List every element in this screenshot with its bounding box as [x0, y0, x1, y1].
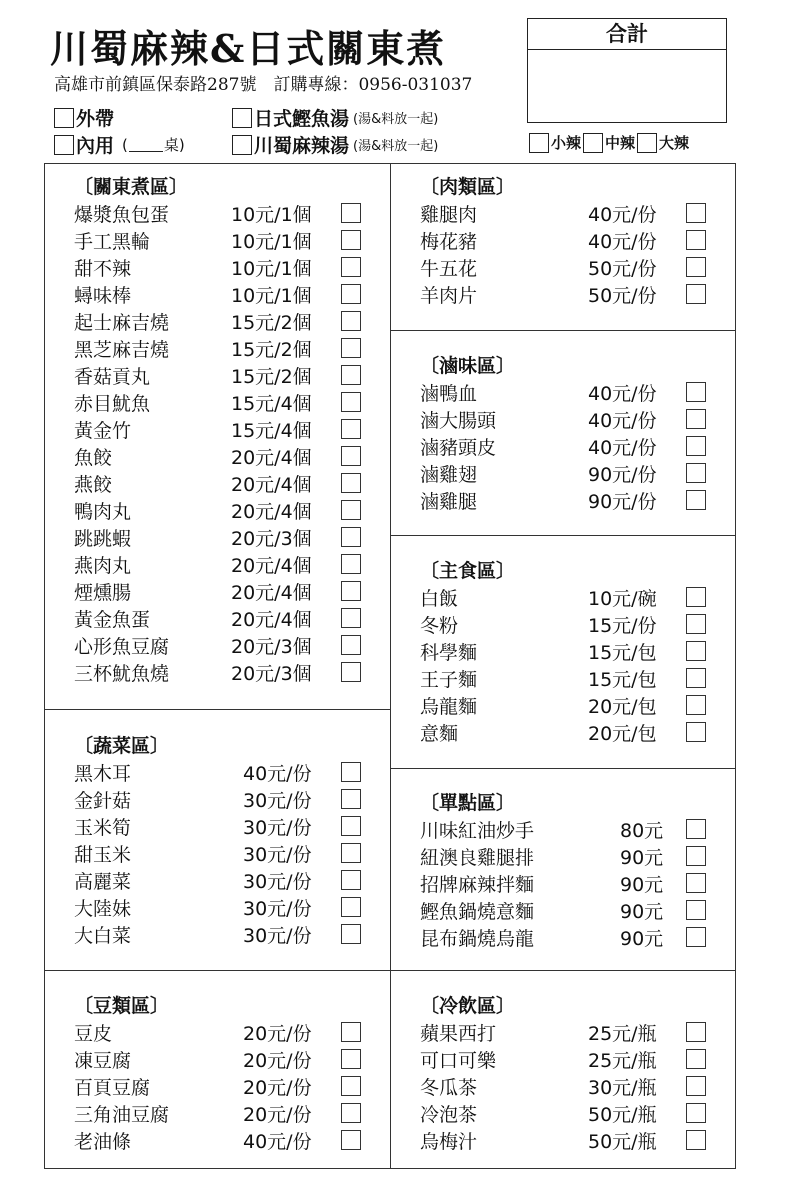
grid-divider-right-2 — [390, 535, 736, 536]
menu-item-name: 燕肉丸 — [74, 555, 132, 577]
grid-divider-right-1 — [390, 330, 736, 331]
menu-item-name: 冷泡茶 — [420, 1104, 478, 1126]
menu-item — [74, 921, 365, 948]
menu-item-checkbox[interactable] — [686, 614, 706, 634]
menu-item-name: 烏梅汁 — [420, 1131, 478, 1153]
menu-item-name: 滷鴨血 — [420, 383, 478, 405]
menu-item-price: 30元/瓶 — [588, 1077, 657, 1099]
section-vegetable — [74, 733, 365, 948]
menu-item-name: 紐澳良雞腿排 — [420, 847, 535, 869]
menu-item-checkbox[interactable] — [686, 587, 706, 607]
grid-divider-left-1 — [44, 709, 390, 710]
menu-item-checkbox[interactable] — [341, 870, 361, 890]
menu-item-price: 50元/瓶 — [588, 1131, 657, 1153]
menu-item-price: 10元/碗 — [588, 588, 657, 610]
menu-item-price: 50元/瓶 — [588, 1104, 657, 1126]
menu-item-price: 90元/份 — [588, 491, 657, 513]
menu-item — [420, 665, 710, 692]
menu-item-checkbox[interactable] — [341, 635, 361, 655]
menu-item — [74, 443, 365, 470]
menu-item-name: 甜玉米 — [74, 844, 132, 866]
menu-item — [74, 281, 365, 308]
section-title: 〔單點區〕 — [420, 792, 516, 814]
menu-item — [74, 335, 365, 362]
menu-item-price: 20元/3個 — [231, 528, 312, 550]
menu-item-name: 王子麵 — [420, 669, 478, 691]
menu-item — [420, 611, 710, 638]
menu-item-price: 40元/份 — [588, 383, 657, 405]
menu-item — [420, 406, 710, 433]
menu-item-checkbox[interactable] — [686, 873, 706, 893]
menu-item-price: 20元/份 — [243, 1077, 312, 1099]
spice-options — [529, 132, 691, 153]
menu-item — [420, 460, 710, 487]
menu-item — [74, 524, 365, 551]
menu-item-name: 金針菇 — [74, 790, 132, 812]
menu-item-name: 冬粉 — [420, 615, 459, 637]
menu-item-price: 40元/份 — [588, 437, 657, 459]
menu-item-checkbox[interactable] — [686, 927, 706, 947]
menu-item-checkbox[interactable] — [341, 419, 361, 439]
section-title: 〔主食區〕 — [420, 560, 516, 582]
soup-bonito-label: 日式鰹魚湯 — [254, 108, 350, 130]
menu-item-price: 20元/4個 — [231, 555, 312, 577]
menu-item-price: 50元/份 — [588, 285, 657, 307]
takeout-label: 外帶 — [76, 108, 115, 130]
menu-item-checkbox[interactable] — [686, 641, 706, 661]
menu-item — [420, 924, 710, 951]
menu-item — [74, 1127, 365, 1154]
menu-item-price: 25元/瓶 — [588, 1050, 657, 1072]
grid-divider-vertical — [390, 163, 391, 1169]
menu-item-checkbox[interactable] — [686, 1022, 706, 1042]
menu-item — [74, 605, 365, 632]
menu-item-name: 玉米筍 — [74, 817, 132, 839]
soup-bonito-note: (湯&料放一起) — [353, 112, 439, 127]
menu-item-price: 30元/份 — [243, 844, 312, 866]
section-title: 〔肉類區〕 — [420, 176, 516, 198]
menu-item-name: 老油條 — [74, 1131, 132, 1153]
menu-item-price: 15元/包 — [588, 642, 657, 664]
menu-item-checkbox[interactable] — [341, 1022, 361, 1042]
menu-item-checkbox[interactable] — [341, 581, 361, 601]
menu-item-checkbox[interactable] — [341, 473, 361, 493]
menu-item — [420, 1127, 710, 1154]
menu-item-checkbox[interactable] — [341, 662, 361, 682]
menu-item-name: 黃金魚蛋 — [74, 609, 151, 631]
menu-item-price: 15元/4個 — [231, 420, 312, 442]
spice-medium-label: 中辣 — [605, 134, 636, 152]
menu-item-checkbox[interactable] — [686, 436, 706, 456]
menu-item-checkbox[interactable] — [686, 409, 706, 429]
menu-item-price: 40元/份 — [243, 763, 312, 785]
table-number-field[interactable] — [129, 137, 163, 152]
soup-spicy-label: 川蜀麻辣湯 — [254, 135, 350, 157]
menu-item — [74, 578, 365, 605]
menu-item-checkbox[interactable] — [341, 897, 361, 917]
section-staple — [420, 558, 710, 746]
menu-item-price: 15元/2個 — [231, 339, 312, 361]
menu-item-checkbox[interactable] — [341, 338, 361, 358]
menu-item-checkbox[interactable] — [341, 284, 361, 304]
menu-item-checkbox[interactable] — [686, 490, 706, 510]
menu-item-price: 30元/份 — [243, 871, 312, 893]
menu-item — [74, 497, 365, 524]
menu-item-name: 雞腿肉 — [420, 204, 478, 226]
menu-item-checkbox[interactable] — [341, 527, 361, 547]
menu-item — [420, 719, 710, 746]
menu-item-checkbox[interactable] — [686, 1103, 706, 1123]
menu-item-price: 20元/份 — [243, 1104, 312, 1126]
menu-item-price: 40元/份 — [588, 204, 657, 226]
menu-item-checkbox[interactable] — [341, 230, 361, 250]
menu-item — [420, 638, 710, 665]
menu-item-price: 90元 — [620, 874, 664, 896]
menu-item-name: 烏龍麵 — [420, 696, 478, 718]
section-title: 〔豆類區〕 — [74, 995, 170, 1017]
soup-bonito-checkbox[interactable] — [232, 108, 252, 128]
dine-in-label: 內用 — [76, 135, 115, 157]
menu-item-name: 香菇貢丸 — [74, 366, 151, 388]
menu-item-price: 15元/包 — [588, 669, 657, 691]
grid-divider-right-4 — [390, 970, 736, 971]
menu-item-name: 手工黑輪 — [74, 231, 151, 253]
menu-item-name: 甜不辣 — [74, 258, 132, 280]
menu-item-name: 意麵 — [420, 723, 459, 745]
total-field[interactable] — [528, 50, 726, 122]
menu-item — [74, 362, 365, 389]
menu-item-name: 川味紅油炒手 — [420, 820, 535, 842]
menu-item-price: 40元/份 — [588, 231, 657, 253]
menu-item-price: 20元/份 — [243, 1023, 312, 1045]
menu-item — [74, 200, 365, 227]
menu-item-name: 大白菜 — [74, 925, 132, 947]
menu-item-checkbox[interactable] — [341, 554, 361, 574]
menu-item-checkbox[interactable] — [341, 392, 361, 412]
menu-item-checkbox[interactable] — [341, 762, 361, 782]
menu-item — [74, 632, 365, 659]
menu-item-checkbox[interactable] — [341, 203, 361, 223]
menu-item — [74, 551, 365, 578]
menu-item-price: 90元 — [620, 847, 664, 869]
menu-item-price: 10元/1個 — [231, 231, 312, 253]
menu-item-price: 20元/包 — [588, 696, 657, 718]
menu-item-name: 冬瓜茶 — [420, 1077, 478, 1099]
menu-item-price: 30元/份 — [243, 925, 312, 947]
menu-item — [420, 379, 710, 406]
section-bean — [74, 993, 365, 1154]
menu-item — [420, 200, 710, 227]
section-oden — [74, 174, 365, 686]
dine-in-checkbox[interactable] — [54, 135, 74, 155]
section-meat — [420, 174, 710, 308]
menu-item-price: 20元/4個 — [231, 501, 312, 523]
menu-item-name: 招牌麻辣拌麵 — [420, 874, 535, 896]
menu-item — [74, 1019, 365, 1046]
menu-item-price: 10元/1個 — [231, 258, 312, 280]
menu-item-name: 黃金竹 — [74, 420, 132, 442]
soup-spicy-note: (湯&料放一起) — [353, 139, 439, 154]
menu-item-price: 20元/4個 — [231, 447, 312, 469]
takeout-checkbox[interactable] — [54, 108, 74, 128]
menu-item-name: 煙燻腸 — [74, 582, 132, 604]
menu-item-name: 蘋果西打 — [420, 1023, 497, 1045]
menu-item — [420, 584, 710, 611]
menu-item-checkbox[interactable] — [686, 230, 706, 250]
menu-item-checkbox[interactable] — [341, 500, 361, 520]
menu-item-checkbox[interactable] — [341, 446, 361, 466]
spice-mild-checkbox[interactable] — [529, 133, 549, 153]
menu-item-price: 90元/份 — [588, 464, 657, 486]
menu-item-checkbox[interactable] — [686, 846, 706, 866]
menu-item — [74, 254, 365, 281]
menu-item — [420, 1019, 710, 1046]
menu-item-checkbox[interactable] — [341, 257, 361, 277]
menu-item-price: 30元/份 — [243, 898, 312, 920]
menu-item-name: 起士麻吉燒 — [74, 312, 170, 334]
menu-item — [420, 692, 710, 719]
menu-item — [420, 1073, 710, 1100]
menu-item-name: 科學麵 — [420, 642, 478, 664]
menu-item-checkbox[interactable] — [686, 819, 706, 839]
menu-item — [74, 840, 365, 867]
menu-item — [420, 254, 710, 281]
menu-item-checkbox[interactable] — [341, 924, 361, 944]
menu-item-name: 牛五花 — [420, 258, 478, 280]
menu-item — [420, 897, 710, 924]
menu-item-checkbox[interactable] — [341, 789, 361, 809]
total-label: 合計 — [528, 19, 726, 50]
menu-item-checkbox[interactable] — [686, 1049, 706, 1069]
menu-item — [74, 867, 365, 894]
menu-item-name: 三杯魷魚燒 — [74, 663, 170, 685]
menu-item-name: 滷雞翅 — [420, 464, 478, 486]
menu-item-name: 白飯 — [420, 588, 459, 610]
menu-item — [420, 870, 710, 897]
menu-item — [74, 659, 365, 686]
menu-item-name: 高麗菜 — [74, 871, 132, 893]
option-soup-bonito[interactable] — [232, 104, 438, 131]
menu-item-name: 昆布鍋燒烏龍 — [420, 928, 535, 950]
menu-item-price: 10元/1個 — [231, 285, 312, 307]
menu-item-name: 滷大腸頭 — [420, 410, 497, 432]
menu-item-price: 20元/4個 — [231, 474, 312, 496]
menu-item-price: 10元/1個 — [231, 204, 312, 226]
menu-item-name: 燕餃 — [74, 474, 113, 496]
menu-item-price: 40元/份 — [243, 1131, 312, 1153]
menu-item — [74, 894, 365, 921]
menu-item-name: 魚餃 — [74, 447, 113, 469]
menu-item — [74, 786, 365, 813]
menu-item — [420, 843, 710, 870]
menu-item-checkbox[interactable] — [686, 284, 706, 304]
menu-item-price: 90元 — [620, 901, 664, 923]
menu-item-checkbox[interactable] — [686, 668, 706, 688]
spice-mild-label: 小辣 — [551, 134, 582, 152]
menu-item-price: 40元/份 — [588, 410, 657, 432]
menu-item — [420, 816, 710, 843]
section-single — [420, 790, 710, 951]
menu-item-checkbox[interactable] — [686, 1076, 706, 1096]
menu-item-price: 20元/4個 — [231, 609, 312, 631]
section-title: 〔冷飲區〕 — [420, 995, 516, 1017]
menu-item-checkbox[interactable] — [341, 1049, 361, 1069]
section-braised — [420, 353, 710, 514]
menu-item-checkbox[interactable] — [341, 1103, 361, 1123]
menu-item — [74, 308, 365, 335]
menu-item-checkbox[interactable] — [686, 463, 706, 483]
menu-item-checkbox[interactable] — [341, 311, 361, 331]
menu-item-name: 跳跳蝦 — [74, 528, 132, 550]
menu-item-price: 20元/4個 — [231, 582, 312, 604]
menu-item-name: 百頁豆腐 — [74, 1077, 151, 1099]
spice-hot-checkbox[interactable] — [637, 133, 657, 153]
menu-item-price: 20元/包 — [588, 723, 657, 745]
menu-item-checkbox[interactable] — [686, 695, 706, 715]
menu-item-checkbox[interactable] — [341, 365, 361, 385]
section-drinks — [420, 993, 710, 1154]
menu-item-checkbox[interactable] — [686, 1130, 706, 1150]
menu-item-name: 凍豆腐 — [74, 1050, 132, 1072]
menu-item-name: 滷雞腿 — [420, 491, 478, 513]
menu-item — [74, 389, 365, 416]
menu-item — [74, 759, 365, 786]
menu-item-price: 15元/2個 — [231, 366, 312, 388]
menu-item-price: 15元/2個 — [231, 312, 312, 334]
dine-in-paren: ( — [122, 135, 128, 154]
menu-item-name: 心形魚豆腐 — [74, 636, 170, 658]
menu-item — [74, 227, 365, 254]
section-title: 〔關東煮區〕 — [74, 176, 189, 198]
menu-item — [74, 813, 365, 840]
option-dine-in[interactable] — [54, 131, 185, 158]
menu-item — [420, 1100, 710, 1127]
menu-item-checkbox[interactable] — [686, 722, 706, 742]
section-title: 〔滷味區〕 — [420, 355, 516, 377]
menu-item-price: 25元/瓶 — [588, 1023, 657, 1045]
menu-item-name: 鰹魚鍋燒意麵 — [420, 901, 535, 923]
grid-divider-left-2 — [44, 970, 390, 971]
menu-item-name: 梅花豬 — [420, 231, 478, 253]
menu-item-price: 20元/3個 — [231, 636, 312, 658]
menu-item — [420, 227, 710, 254]
menu-item — [74, 416, 365, 443]
total-box — [527, 18, 727, 123]
menu-item-checkbox[interactable] — [686, 900, 706, 920]
shop-address: 高雄市前鎮區保泰路287號 訂購專線：0956-031037 — [54, 75, 473, 95]
menu-item-price: 30元/份 — [243, 790, 312, 812]
option-takeout[interactable] — [54, 104, 114, 131]
menu-item-name: 大陸妹 — [74, 898, 132, 920]
menu-item-name: 三角油豆腐 — [74, 1104, 170, 1126]
menu-item-checkbox[interactable] — [341, 816, 361, 836]
menu-item-price: 90元 — [620, 928, 664, 950]
spice-hot-label: 大辣 — [659, 134, 690, 152]
menu-item — [74, 1046, 365, 1073]
menu-item-price: 30元/份 — [243, 817, 312, 839]
menu-item — [74, 470, 365, 497]
menu-item-checkbox[interactable] — [341, 843, 361, 863]
menu-item-price: 50元/份 — [588, 258, 657, 280]
menu-item-price: 20元/份 — [243, 1050, 312, 1072]
menu-item-checkbox[interactable] — [341, 1130, 361, 1150]
menu-item-name: 滷豬頭皮 — [420, 437, 497, 459]
menu-item-name: 鴨肉丸 — [74, 501, 132, 523]
menu-item-price: 80元 — [620, 820, 664, 842]
soup-spicy-checkbox[interactable] — [232, 135, 252, 155]
menu-item — [74, 1073, 365, 1100]
menu-item-checkbox[interactable] — [686, 257, 706, 277]
menu-item-price: 15元/份 — [588, 615, 657, 637]
menu-item-price: 20元/3個 — [231, 663, 312, 685]
menu-item — [420, 487, 710, 514]
menu-item-name: 黑木耳 — [74, 763, 132, 785]
menu-item-price: 15元/4個 — [231, 393, 312, 415]
menu-item-name: 豆皮 — [74, 1023, 113, 1045]
menu-item-name: 黑芝麻吉燒 — [74, 339, 170, 361]
menu-item — [420, 1046, 710, 1073]
menu-item-checkbox[interactable] — [686, 382, 706, 402]
menu-item-name: 羊肉片 — [420, 285, 478, 307]
menu-item-name: 赤目魷魚 — [74, 393, 151, 415]
menu-item-checkbox[interactable] — [341, 1076, 361, 1096]
menu-item-name: 爆漿魚包蛋 — [74, 204, 170, 226]
menu-item-name: 蟳味棒 — [74, 285, 132, 307]
menu-item-checkbox[interactable] — [686, 203, 706, 223]
menu-item — [74, 1100, 365, 1127]
menu-item — [420, 281, 710, 308]
section-title: 〔蔬菜區〕 — [74, 735, 170, 757]
menu-item-name: 可口可樂 — [420, 1050, 497, 1072]
shop-title: 川蜀麻辣&日式關東煮 — [50, 26, 447, 71]
spice-medium-checkbox[interactable] — [583, 133, 603, 153]
menu-item-checkbox[interactable] — [341, 608, 361, 628]
table-unit-label: 桌) — [163, 136, 185, 154]
menu-item — [420, 433, 710, 460]
option-soup-spicy[interactable] — [232, 131, 438, 158]
grid-divider-right-3 — [390, 768, 736, 769]
